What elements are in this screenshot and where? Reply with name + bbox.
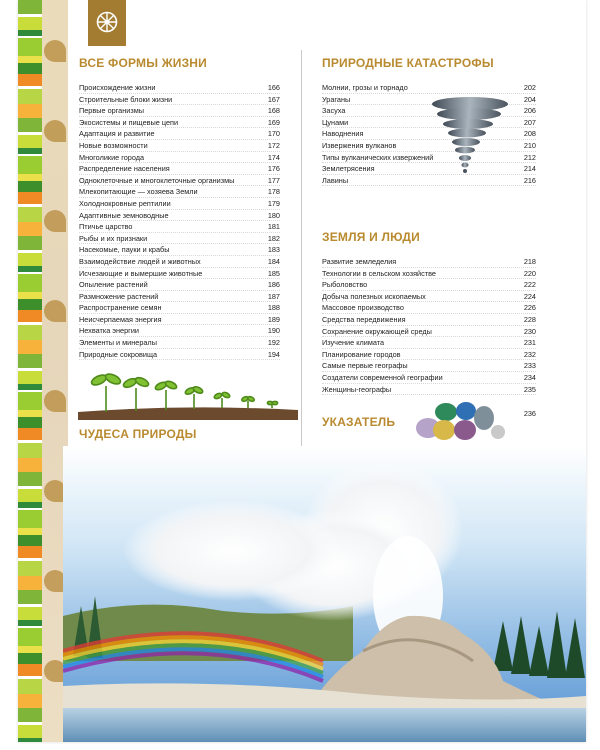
section-title-disasters: ПРИРОДНЫЕ КАТАСТРОФЫ [322, 56, 494, 70]
toc-entry [322, 337, 536, 349]
toc-entry-title: Экосистемы и пищевые цепи [79, 117, 179, 127]
toc-entry-page: 230 [523, 326, 536, 336]
toc-entry [322, 372, 536, 384]
toc-entry-title: Развитие земледелия [322, 257, 397, 266]
section-logo [88, 0, 126, 46]
toc-entry [79, 244, 280, 256]
toc-entry [79, 198, 280, 210]
toc-entry [79, 291, 280, 303]
toc-entry-title: Рыбы и их признаки [79, 233, 148, 243]
toc-entry-page: 168 [267, 106, 280, 116]
section-title-wonders: ЧУДЕСА ПРИРОДЫ [79, 427, 197, 441]
toc-entry-page: 188 [267, 303, 280, 313]
toc-entry-title: Опыление растений [79, 280, 148, 290]
toc-entry [322, 175, 536, 187]
toc-entry-page: 231 [523, 338, 536, 348]
toc-entry-title: Одноклеточные и многоклеточные организмы [79, 175, 235, 185]
toc-entry-page: 183 [267, 245, 280, 255]
toc-entry-title: Элементы и минералы [79, 338, 157, 348]
toc-entry-page: 182 [267, 233, 280, 243]
toc-entry-title: Первые организмы [79, 106, 144, 116]
toc-entry-title: Наводнения [322, 129, 364, 139]
toc-entry [322, 268, 536, 280]
toc-entry-title: Технологии в сельском хозяйстве [322, 268, 436, 278]
toc-entry-title: Ураганы [322, 94, 351, 104]
toc-entry [79, 314, 280, 326]
wheel-emblem-icon [96, 11, 118, 33]
toc-entry [79, 325, 280, 337]
toc-entry [79, 128, 280, 140]
toc-entry [79, 279, 280, 291]
toc-list-earth [322, 256, 536, 395]
toc-entry [322, 291, 536, 303]
toc-entry-page: 220 [523, 268, 536, 278]
toc-entry-title: Распределение населения [79, 164, 170, 174]
toc-entry [79, 233, 280, 245]
toc-entry [79, 256, 280, 268]
toc-entry-title: Женщины-географы [322, 384, 392, 394]
toc-entry-page: 166 [267, 83, 280, 92]
toc-entry-title: Изучение климата [322, 338, 385, 348]
toc-entry-page: 170 [267, 129, 280, 139]
toc-entry-title: Создатели современной географии [322, 372, 443, 382]
toc-entry-page: 176 [267, 164, 280, 174]
toc-entry [79, 349, 280, 361]
toc-entry-title: Рыболовство [322, 280, 368, 290]
toc-entry-title: Природные сокровища [79, 349, 158, 359]
leaf-ornament-icon [44, 210, 66, 232]
toc-entry-page: 226 [523, 303, 536, 313]
toc-entry [79, 152, 280, 164]
toc-entry-page: 224 [523, 291, 536, 301]
tornado-icon [430, 96, 510, 176]
toc-entry-title: Размножение растений [79, 291, 159, 301]
toc-entry-page: 204 [523, 94, 536, 104]
toc-entry-title: Неисчерпаемая энергия [79, 314, 162, 324]
toc-entry-page: 172 [267, 140, 280, 150]
minerals-icon [414, 398, 506, 444]
toc-entry-title: Новые возможности [79, 140, 148, 150]
toc-entry-title: Добыча полезных ископаемых [322, 291, 426, 301]
toc-entry-page: 234 [523, 372, 536, 382]
toc-page [18, 0, 586, 742]
toc-entry-title: Нехватка энергии [79, 326, 139, 336]
leaf-ornament-icon [44, 120, 66, 142]
toc-entry-page: 207 [523, 117, 536, 127]
toc-entry-page: 187 [267, 291, 280, 301]
toc-entry-title: Исчезающие и вымершие животные [79, 268, 203, 278]
toc-entry [322, 302, 536, 314]
toc-entry-page: 178 [267, 187, 280, 197]
toc-entry-page: 208 [523, 129, 536, 139]
toc-entry-title: Холоднокровные рептилии [79, 198, 171, 208]
toc-entry-page: 174 [267, 152, 280, 162]
toc-entry-title: Планирование городов [322, 349, 401, 359]
toc-entry-page: 167 [267, 94, 280, 104]
toc-entry [79, 82, 280, 94]
toc-entry [79, 163, 280, 175]
toc-entry-title: Молнии, грозы и торнадо [322, 83, 408, 92]
toc-entry [79, 117, 280, 129]
toc-entry-page: 233 [523, 361, 536, 371]
toc-entry-page: 214 [523, 164, 536, 174]
toc-entry-title: Землетрясения [322, 164, 375, 174]
toc-entry-page: 185 [267, 268, 280, 278]
toc-list-life [79, 82, 280, 360]
toc-entry-page: 202 [523, 83, 536, 92]
leaf-ornament-icon [44, 300, 66, 322]
column-divider [301, 50, 302, 498]
toc-entry-title: Насекомые, пауки и крабы [79, 245, 170, 255]
toc-entry [322, 256, 536, 268]
toc-entry-page: 210 [523, 140, 536, 150]
toc-entry [79, 175, 280, 187]
toc-entry [79, 268, 280, 280]
toc-entry [322, 314, 536, 326]
toc-entry-page: 216 [523, 175, 536, 185]
toc-entry-page: 184 [267, 256, 280, 266]
toc-entry-page: 232 [523, 349, 536, 359]
index-page-number: 236 [523, 409, 536, 418]
toc-entry [322, 82, 536, 94]
toc-entry [79, 337, 280, 349]
section-title-index: УКАЗАТЕЛЬ [322, 415, 396, 429]
toc-entry-title: Средства передвижения [322, 314, 406, 324]
toc-entry-title: Многоликие города [79, 152, 145, 162]
toc-entry [79, 186, 280, 198]
toc-entry-title: Взаимодействие людей и животных [79, 256, 201, 266]
section-title-earth: ЗЕМЛЯ И ЛЮДИ [322, 230, 420, 244]
leaf-ornament-icon [44, 390, 66, 412]
toc-entry-title: Типы вулканических извержений [322, 152, 434, 162]
seedlings-icon [78, 364, 298, 420]
toc-entry-title: Самые первые географы [322, 361, 408, 371]
toc-entry-page: 228 [523, 314, 536, 324]
toc-entry [79, 94, 280, 106]
toc-entry-title: Птичье царство [79, 222, 133, 232]
toc-entry [79, 105, 280, 117]
toc-entry [79, 210, 280, 222]
toc-entry [322, 279, 536, 291]
toc-entry-page: 189 [267, 314, 280, 324]
toc-entry-title: Цунами [322, 117, 349, 127]
toc-entry-title: Адаптивные земноводные [79, 210, 169, 220]
toc-entry-title: Строительные блоки жизни [79, 94, 173, 104]
toc-entry-page: 194 [267, 349, 280, 359]
toc-entry-title: Засуха [322, 106, 346, 116]
toc-entry [322, 349, 536, 361]
toc-entry-title: Распространение семян [79, 303, 162, 313]
toc-entry-page: 169 [267, 117, 280, 127]
toc-entry-title: Массовое производство [322, 303, 404, 313]
toc-entry [79, 302, 280, 314]
toc-entry-page: 190 [267, 326, 280, 336]
toc-entry-rule [322, 185, 536, 186]
toc-entry-page: 212 [523, 152, 536, 162]
toc-entry-title: Сохранение окружающей среды [322, 326, 432, 336]
toc-entry [322, 326, 536, 338]
geyser-photo [63, 446, 586, 742]
section-title-life: ВСЕ ФОРМЫ ЖИЗНИ [79, 56, 207, 70]
toc-entry [322, 384, 536, 396]
toc-entry-page: 186 [267, 280, 280, 290]
toc-entry-title: Млекопитающие — хозяева Земли [79, 187, 198, 197]
toc-entry-page: 177 [267, 175, 280, 185]
toc-entry-page: 181 [267, 222, 280, 232]
toc-entry-page: 180 [267, 210, 280, 220]
decorative-strip [18, 0, 68, 742]
color-stripes [18, 0, 42, 742]
toc-entry-page: 179 [267, 198, 280, 208]
toc-entry-title: Лавины [322, 175, 349, 185]
toc-entry [79, 140, 280, 152]
toc-entry-page: 222 [523, 280, 536, 290]
toc-entry [322, 360, 536, 372]
toc-entry-page: 206 [523, 106, 536, 116]
toc-entry-title: Извержения вулканов [322, 140, 397, 150]
toc-entry-title: Происхождение жизни [79, 83, 156, 92]
toc-entry-page: 218 [523, 257, 536, 266]
toc-entry-page: 192 [267, 338, 280, 348]
toc-entry [79, 221, 280, 233]
toc-entry-page: 235 [523, 384, 536, 394]
leaf-ornament-icon [44, 40, 66, 62]
toc-entry-title: Адаптация и развитие [79, 129, 155, 139]
